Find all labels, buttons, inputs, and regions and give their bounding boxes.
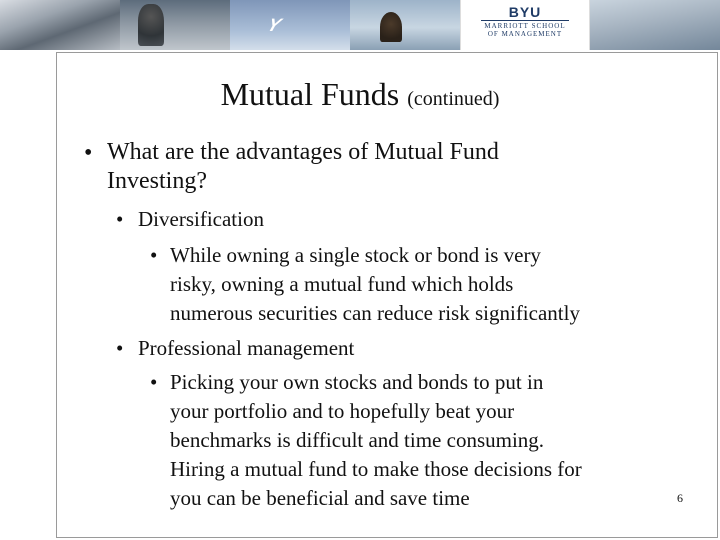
- bullet-dot: •: [150, 243, 158, 267]
- bullet-professional-management: Professional management: [138, 336, 355, 360]
- slide-title-main: Mutual Funds: [220, 76, 400, 112]
- div-detail-line-3: numerous securities can reduce risk significantly: [170, 301, 580, 325]
- y-mountain-logo: Y: [264, 15, 284, 35]
- pro-detail-line-2: your portfolio and to hopefully beat your: [170, 399, 515, 423]
- bullet-dot: •: [150, 370, 158, 394]
- pro-detail-line-1: Picking your own stocks and bonds to put in: [170, 370, 544, 394]
- byu-logo-subtitle-line1: MARRIOTT SCHOOL: [484, 22, 566, 30]
- page-number: 6: [677, 491, 683, 505]
- div-detail-line-1: While owning a single stock or bond is very: [170, 243, 541, 267]
- byu-logo-subtitle-line2: OF MANAGEMENT: [487, 30, 563, 38]
- pro-detail-line-3: benchmarks is difficult and time consuming.: [170, 428, 545, 452]
- div-detail-line-2: risky, owning a mutual fund which holds: [170, 272, 514, 296]
- bullet-diversification: Diversification: [138, 207, 264, 231]
- byu-logo-text: BYU: [508, 4, 542, 20]
- slide-title-suffix: (continued): [407, 88, 500, 110]
- pro-detail-line-4: Hiring a mutual fund to make those decisions for: [170, 457, 582, 481]
- question-line-1: What are the advantages of Mutual Fund: [107, 139, 499, 165]
- pro-detail-line-5: you can be beneficial and save time: [170, 486, 470, 510]
- bullet-dot: •: [84, 140, 93, 166]
- bullet-dot: •: [116, 336, 124, 360]
- question-line-2: Investing?: [107, 168, 207, 194]
- bullet-dot: •: [116, 207, 124, 231]
